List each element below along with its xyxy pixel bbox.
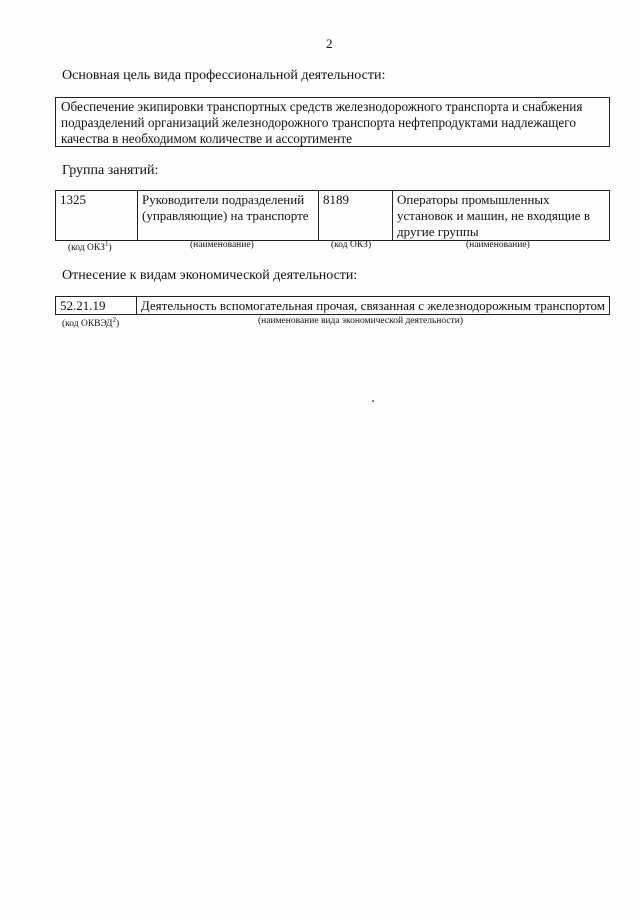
okved-name-cell [136, 297, 609, 315]
purpose-line: качества в необходимом количестве и ассортименте [61, 131, 352, 146]
occupation-name-line: Руководители подразделений [142, 192, 305, 207]
purpose-line: подразделений организаций железнодорожного транспорта нефтепродуктами надлежащего [61, 115, 576, 130]
occupation-group-table [55, 190, 610, 241]
occupation-name-cell [138, 191, 319, 241]
purpose-box [55, 97, 610, 147]
occupation-name-cell [393, 191, 610, 241]
okved-name-caption: (наименование вида экономической деятельности) [258, 316, 463, 326]
footnote-marker: 2 [112, 316, 116, 324]
okved-code: 52.21.19 [60, 298, 106, 313]
caption-text: ) [108, 243, 112, 254]
caption-text: (код ОКЗ [68, 243, 105, 254]
okz-code-caption: (код ОКЗ) [331, 240, 372, 250]
footnote-marker: 1 [104, 240, 109, 248]
occupation-code: 1325 [60, 192, 86, 207]
occupation-name-line: установок и машин, не входящие в [397, 208, 590, 223]
okved-code-caption [62, 316, 119, 329]
occupation-code-cell [56, 191, 138, 241]
table-row [56, 191, 610, 241]
page-number: 2 [326, 36, 333, 51]
purpose-line: Обеспечение экипировки транспортных средств железнодорожного транспорта и снабжения [61, 99, 583, 114]
okved-name: Деятельность вспомогательная прочая, связанная с железнодорожным транспортом [140, 298, 605, 313]
caption-text: ) [115, 319, 120, 330]
occupation-name-line: другие группы [397, 224, 479, 239]
occupation-name-caption: (наименование) [466, 240, 530, 250]
occupation-code-cell [319, 191, 393, 241]
occupation-name-caption: (наименование) [190, 240, 254, 250]
purpose-heading: Основная цель вида профессиональной деятельности: [62, 68, 386, 83]
scan-speck [372, 400, 374, 402]
occupation-name-line: Операторы промышленных [397, 192, 550, 207]
occupation-name-line: (управляющие) на транспорте [142, 208, 309, 223]
economic-activities-table [55, 296, 610, 315]
economic-activities-heading: Отнесение к видам экономической деятельности: [62, 268, 358, 283]
occupation-code: 8189 [323, 192, 349, 207]
okved-code-cell [56, 297, 137, 315]
caption-text: (код ОКВЭД [62, 319, 113, 330]
table-row [56, 297, 610, 315]
occupation-group-heading: Группа занятий: [62, 163, 159, 178]
okz-code-caption [68, 240, 112, 253]
